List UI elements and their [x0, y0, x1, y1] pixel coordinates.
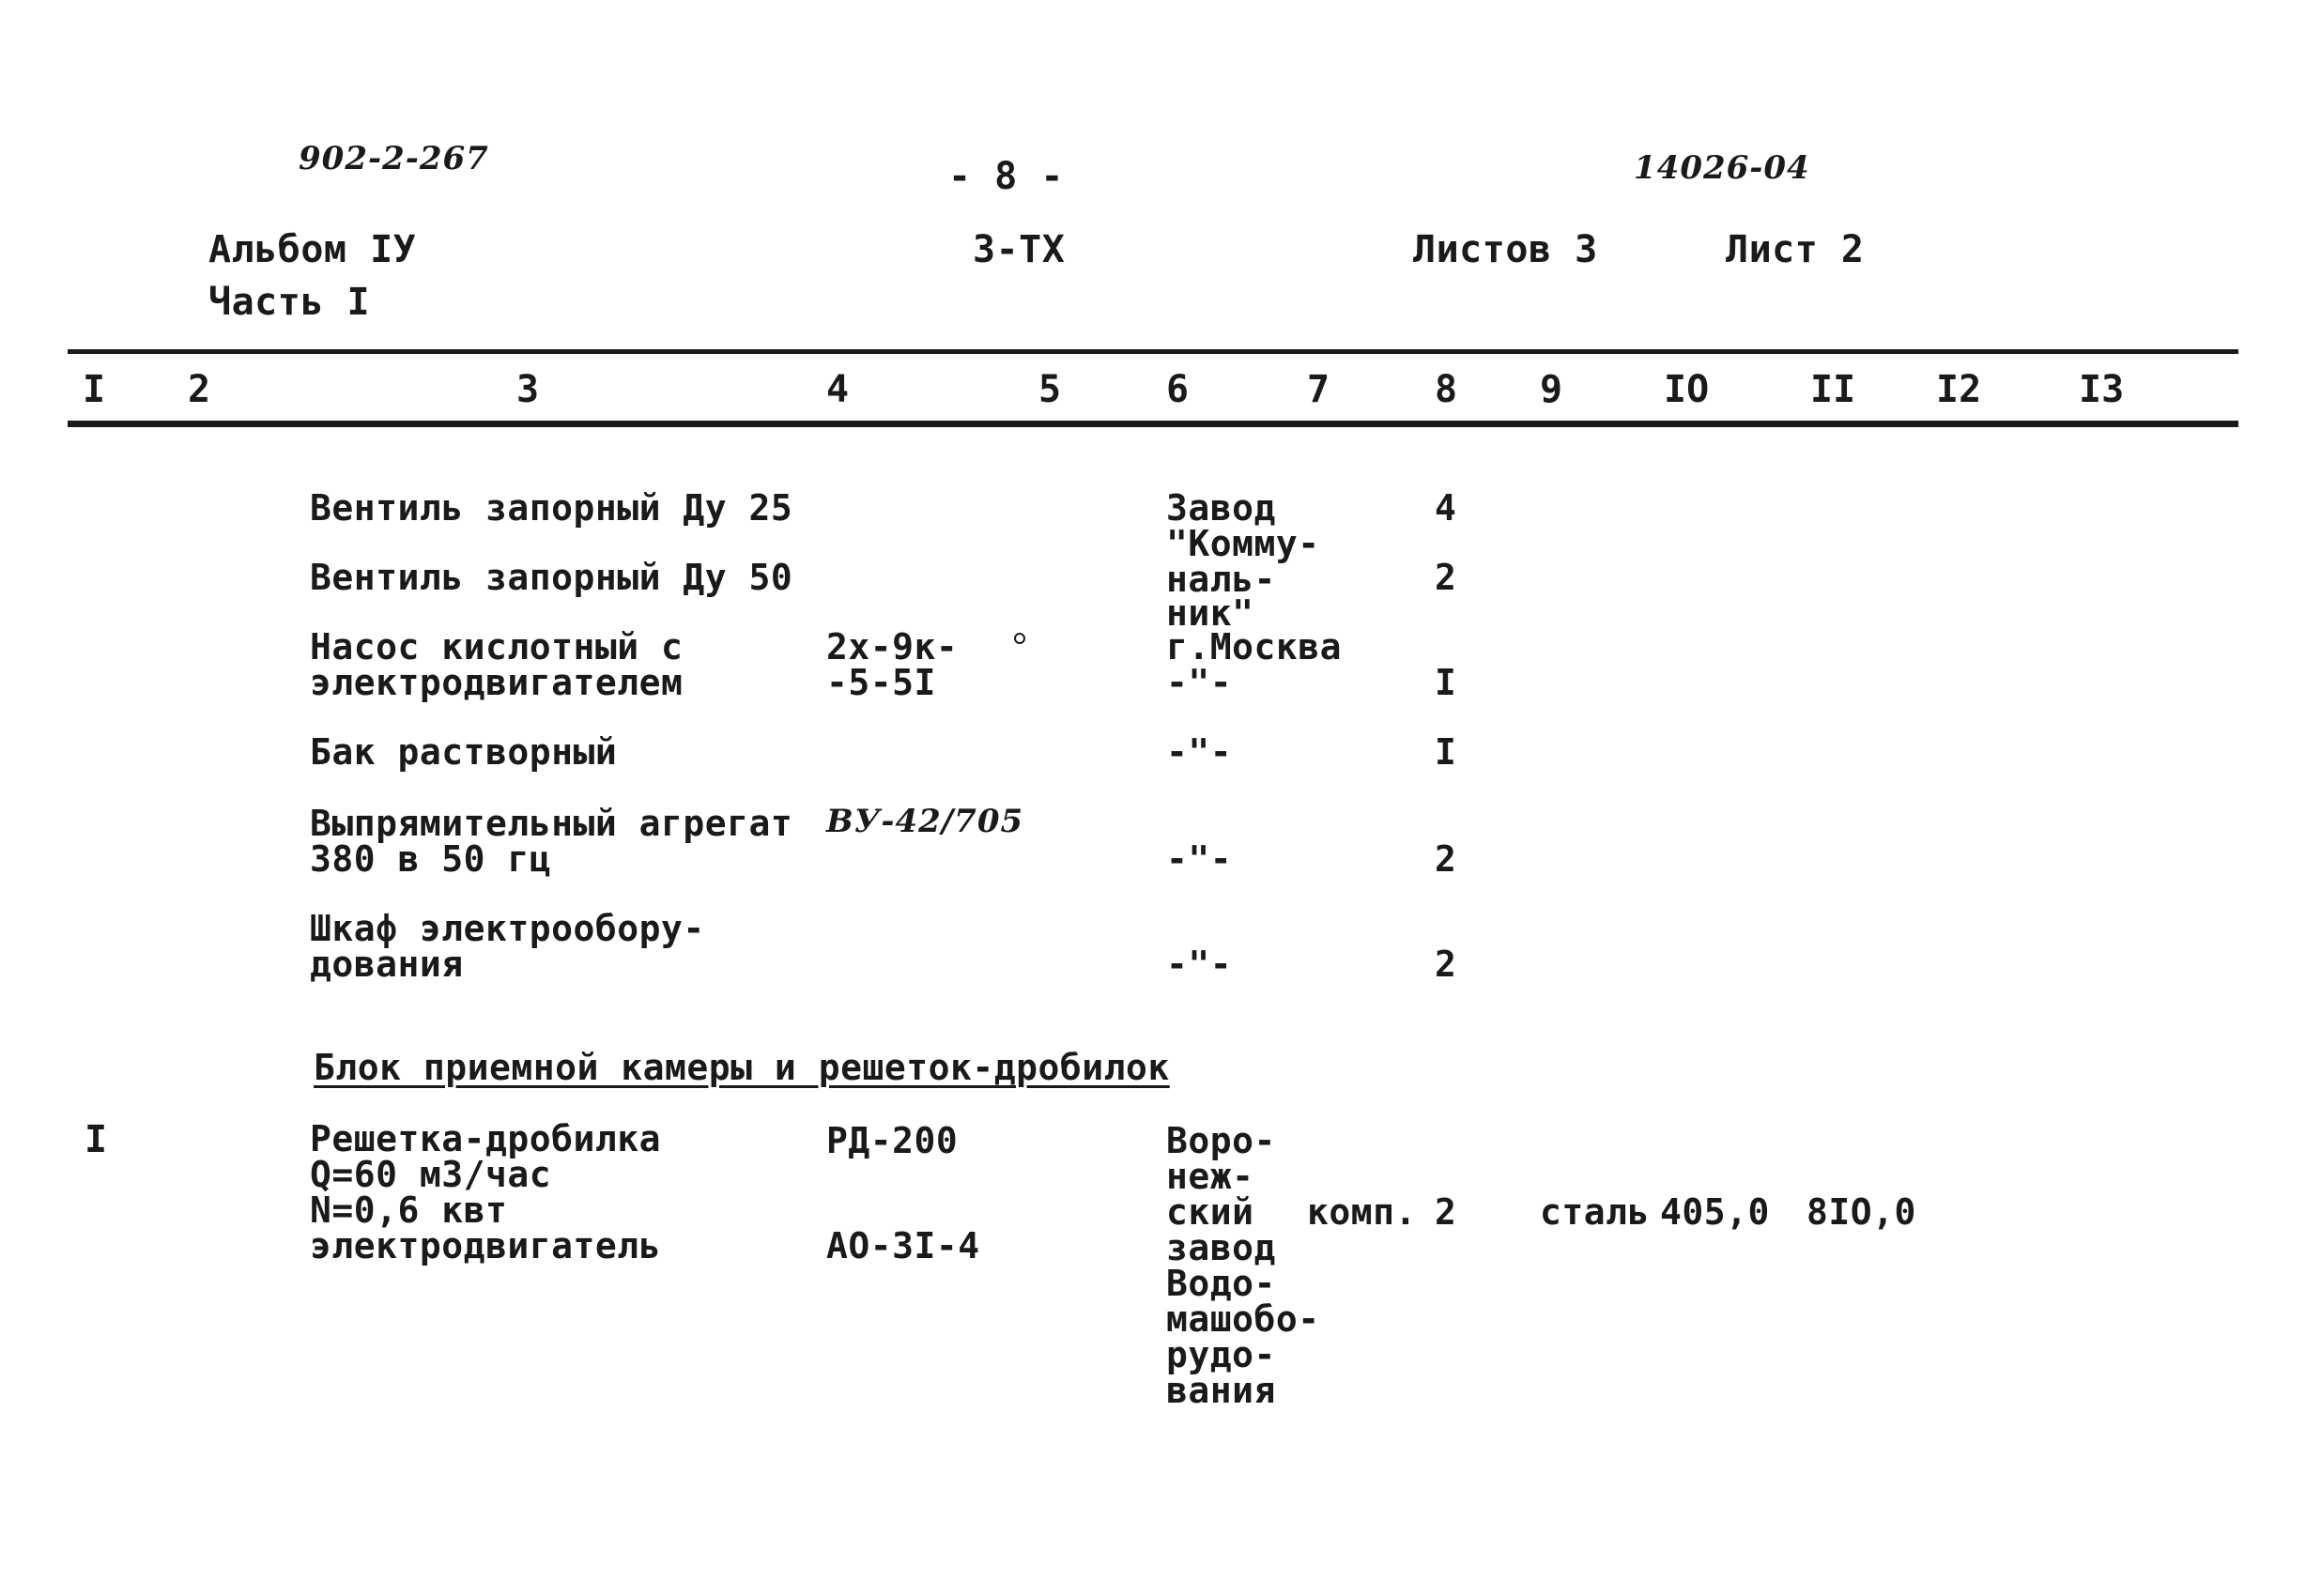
manufacturer-line: завод: [1166, 1227, 1276, 1268]
album-label: Альбом IУ: [208, 228, 417, 271]
item-name: электродвигателем: [310, 662, 684, 703]
item-qty: I: [1435, 662, 1457, 703]
column-number: 4: [826, 368, 850, 411]
column-number: I: [83, 368, 106, 411]
section-code: 3-ТХ: [973, 228, 1066, 271]
item-qty: 4: [1435, 487, 1457, 529]
item-name: Насос кислотный с: [310, 626, 684, 668]
column-number: 5: [1038, 368, 1062, 411]
item-qty: 2: [1435, 944, 1457, 985]
manufacturer-line: вания: [1166, 1370, 1276, 1411]
item-name: Выпрямительный агрегат: [310, 803, 793, 844]
item-name: электродвигатель: [310, 1225, 662, 1266]
item-qty: 2: [1435, 1191, 1457, 1233]
manufacturer-line: Водо-: [1166, 1263, 1276, 1304]
item-number: I: [85, 1118, 108, 1161]
column-number: 6: [1166, 368, 1190, 411]
inventory-number: 14026-04: [1634, 149, 1810, 187]
header-rule-top: [68, 349, 2238, 354]
item-name: Бак растворный: [310, 731, 618, 773]
header-rule-bottom: [68, 421, 2238, 427]
column-number: 3: [516, 368, 540, 411]
column-number: 8: [1435, 368, 1458, 411]
item-name: Вентиль запорный Ду 50: [310, 557, 793, 598]
item-name: Вентиль запорный Ду 25: [310, 487, 793, 529]
item-qty: 2: [1435, 557, 1457, 598]
item-maker: -"-: [1166, 731, 1233, 773]
manufacturer-line: "Комму-: [1166, 523, 1320, 564]
item-name: Шкаф электрообору-: [310, 908, 705, 949]
item-name: 380 в 50 гц: [310, 838, 552, 880]
column-number: II: [1810, 368, 1856, 411]
sheets-total: Листов 3: [1413, 228, 1598, 271]
manufacturer-line: машобо-: [1166, 1298, 1320, 1340]
item-type: АО-3I-4: [826, 1225, 980, 1266]
manufacturer-line: ский: [1166, 1191, 1254, 1233]
item-name: N=0,6 квт: [310, 1189, 508, 1231]
item-name: дования: [310, 944, 464, 985]
manufacturer-line: г.Москва: [1166, 626, 1343, 668]
item-type: ВУ-42/705: [826, 803, 1024, 840]
item-maker: -"-: [1166, 662, 1233, 703]
manufacturer-line: Завод: [1166, 487, 1276, 529]
column-number: 7: [1307, 368, 1330, 411]
item-material: сталь: [1540, 1191, 1650, 1233]
section-title: Блок приемной камеры и решеток-дробилок: [314, 1047, 1170, 1088]
manufacturer-line: ник": [1166, 592, 1254, 634]
item-maker: -"-: [1166, 944, 1233, 985]
item-type: РД-200: [826, 1120, 959, 1161]
page-number: - 8 -: [948, 155, 1064, 198]
item-type: -5-5I: [826, 662, 936, 703]
manufacturer-line: наль-: [1166, 559, 1276, 600]
item-name: Q=60 м3/час: [310, 1154, 552, 1195]
item-maker: -"-: [1166, 838, 1233, 880]
sheet-number: Лист 2: [1726, 228, 1865, 271]
item-total-weight: 8IO,0: [1806, 1191, 1916, 1233]
stray-mark: [1014, 633, 1025, 644]
manufacturer-line: Воро-: [1166, 1120, 1276, 1161]
manufacturer-line: рудо-: [1166, 1334, 1276, 1375]
column-number: 9: [1540, 368, 1563, 411]
column-number: I2: [1936, 368, 1982, 411]
manufacturer-line: неж-: [1166, 1156, 1254, 1197]
item-qty: I: [1435, 731, 1457, 773]
doc-code: 902-2-267: [299, 140, 489, 177]
column-number: I3: [2079, 368, 2125, 411]
item-qty: 2: [1435, 838, 1457, 880]
item-unit-weight: 405,0: [1660, 1191, 1770, 1233]
column-number: IO: [1664, 368, 1710, 411]
item-unit: комп.: [1307, 1191, 1417, 1233]
item-name: Решетка-дробилка: [310, 1118, 662, 1159]
item-type: 2х-9к-: [826, 626, 959, 668]
part-label: Часть I: [208, 281, 371, 324]
column-number: 2: [188, 368, 211, 411]
